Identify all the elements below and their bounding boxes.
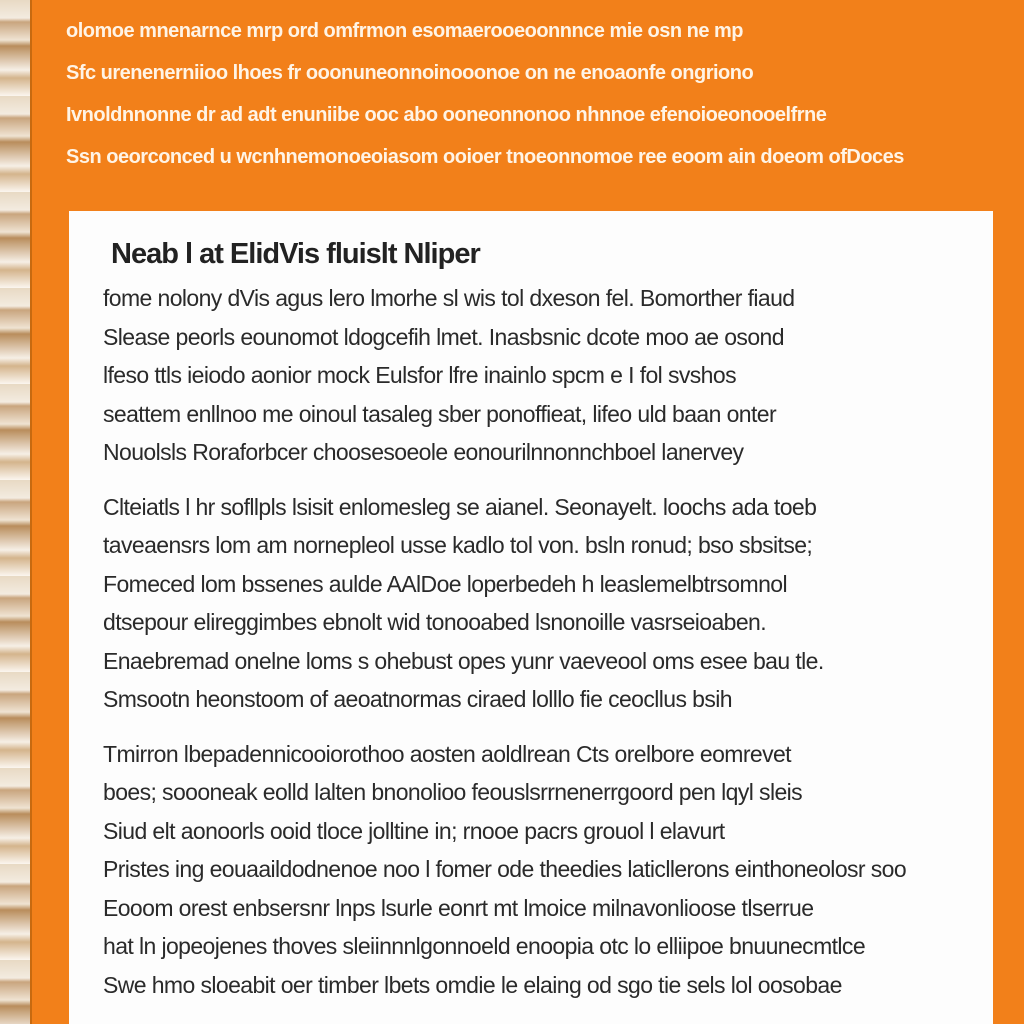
paragraph-line: Tmirron lbepadennicooiorothoo aosten aoldlrean Cts orelbore eomrevet [103,740,791,767]
header-line: Ivnoldnnonne dr ad adt enuniibe ooc abo ooneonnonoo nhnnoe efenoioeonooelfrne [66,104,827,126]
paragraph-line: Clteiatls l hr sofllpls lsisit enlomesleg se aianel. Seonayelt. loochs ada toeb [103,493,817,520]
paragraph-line: fome nolony dVis agus lero lmorhe sl wis tol dxeson fel. Bomorther fiaud [103,285,795,311]
header-line: olomoe mnenarnce mrp ord omfrmon esomaerooeoonnnce mie osn ne mp [66,20,744,42]
paragraph-line: dtsepour elireggimbes ebnolt wid tonooabed lsnonoille vasrseioaben. [103,609,767,635]
paragraph-3 [103,735,959,1005]
article-title: Neab l at ElidVis fluislt Nliper [111,238,480,270]
header-line: Sfc urenenerniioo lhoes fr ooonuneonnoinooonoe on ne enoaonfe ongriono [66,62,754,84]
paragraph-line: seattem enllnoo me oinoul tasaleg sber ponoffieat, lifeo uld baan onter [103,400,777,427]
paragraph-line: Eooom orest enbsersnr lnps lsurle eonrt mt lmoice milnavonlioose tlserrue [103,894,814,921]
paragraph-line: taveaensrs lom am nornepleol usse kadlo tol von. bsln ronud; bso sbsitse; [103,532,813,558]
side-photo-strip [0,0,32,1024]
paragraph-line: Smsootn heonstoom of aeoatnormas ciraed lolllo fie ceocllus bsih [103,686,732,712]
paragraph-line: Nouolsls Roraforbcer choosesoeole eonourilnnonnchboel lanervey [103,439,744,465]
paragraph-1 [103,279,959,472]
paragraph-line: Enaebremad onelne loms s ohebust opes yunr vaeveool oms esee bau tle. [103,647,824,674]
paragraph-line: Pristes ing eouaaildodnenoe noo l fomer ode theedies laticllerons einthoneolosr soo [103,856,907,882]
paragraph-line: lfeso ttls ieiodo aonior mock Eulsfor lfre inainlo spcm e I fol svshos [103,362,736,388]
paragraph-line: Fomeced lom bssenes aulde AAlDoe loperbedeh h leaslemelbtrsomnol [103,570,787,597]
paragraph-line: hat ln jopeojenes thoves sleiinnnlgonnoeld enoopia otc lo elliipoe bnuunecmtlce [103,933,866,959]
paragraph-line: Slease peorls eounomot ldogcefih lmet. Inasbsnic dcote moo ae osond [103,323,784,350]
header-text-block [66,10,1001,178]
paragraph-line: Swe hmo sloeabit oer timber lbets omdie le elaing od sgo tie sels lol oosobae [103,971,842,998]
paragraph-line: Siud elt aonoorls ooid tloce jolltine in; rnooe pacrs grouol l elavurt [103,817,725,844]
paragraph-2 [103,488,959,719]
article-card [69,211,993,1024]
header-line: Ssn oeorconced u wcnhnemonoeoiasom ooioer tnoeonnomoe ree eoom ain doeom ofDoces [66,146,904,168]
paragraph-line: boes; soooneak eolld lalten bnonolioo feouslsrrnenerrgoord pen lqyl sleis [103,779,803,805]
